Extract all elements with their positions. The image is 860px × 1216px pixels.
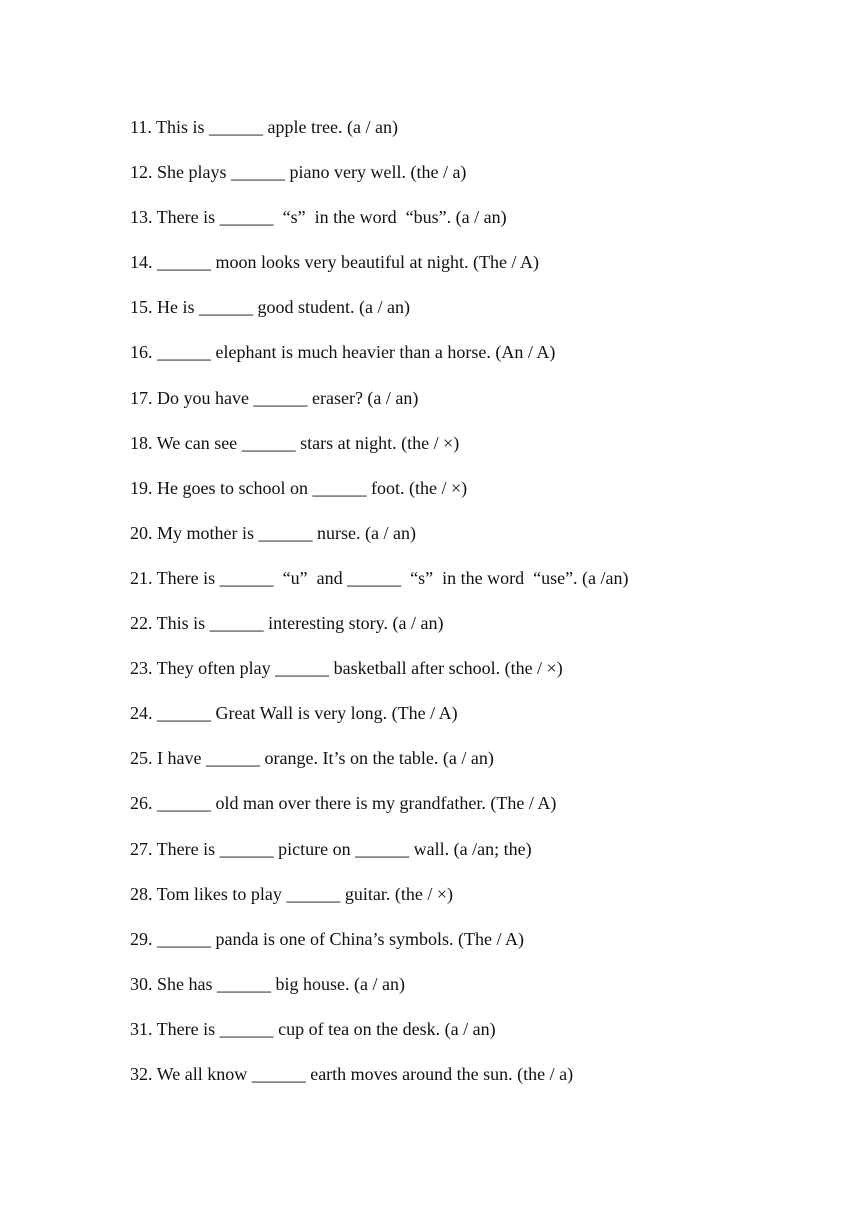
question-item: 11. This is ______ apple tree. (a / an) bbox=[130, 117, 398, 137]
question-item: 14. ______ moon looks very beautiful at night. (The / A) bbox=[130, 252, 539, 273]
question-item: 18. We can see ______ stars at night. (the / ×) bbox=[130, 432, 460, 453]
question-item: 16. ______ elephant is much heavier than a horse. (An / A) bbox=[130, 342, 556, 363]
question-item: 21. There is ______ “u” and ______ “s” in the word “use”. (a /an) bbox=[130, 567, 629, 588]
question-item: 13. There is ______ “s” in the word “bus”. (a / an) bbox=[130, 207, 507, 228]
question-item: 12. She plays ______ piano very well. (the / a) bbox=[130, 162, 467, 183]
question-item: 20. My mother is ______ nurse. (a / an) bbox=[130, 522, 416, 543]
question-item: 31. There is ______ cup of tea on the desk. (a / an) bbox=[130, 1018, 496, 1039]
question-item: 30. She has ______ big house. (a / an) bbox=[130, 973, 405, 994]
question-item: 17. Do you have ______ eraser? (a / an) bbox=[130, 387, 419, 408]
question-item: 26. ______ old man over there is my grandfather. (The / A) bbox=[130, 793, 557, 814]
question-item: 27. There is ______ picture on ______ wall. (a /an; the) bbox=[130, 838, 532, 859]
question-item: 15. He is ______ good student. (a / an) bbox=[130, 297, 410, 318]
question-item: 23. They often play ______ basketball after school. (the / ×) bbox=[130, 658, 563, 679]
question-item: 32. We all know ______ earth moves around the sun. (the / a) bbox=[130, 1063, 574, 1084]
question-item: 28. Tom likes to play ______ guitar. (the / ×) bbox=[130, 883, 454, 904]
question-item: 25. I have ______ orange. It’s on the table. (a / an) bbox=[130, 748, 494, 769]
question-item: 22. This is ______ interesting story. (a / an) bbox=[130, 613, 444, 634]
question-item: 24. ______ Great Wall is very long. (The / A) bbox=[130, 703, 458, 724]
question-item: 29. ______ panda is one of China’s symbols. (The / A) bbox=[130, 928, 524, 949]
question-item: 19. He goes to school on ______ foot. (the / ×) bbox=[130, 477, 468, 498]
question-list bbox=[130, 114, 830, 1106]
